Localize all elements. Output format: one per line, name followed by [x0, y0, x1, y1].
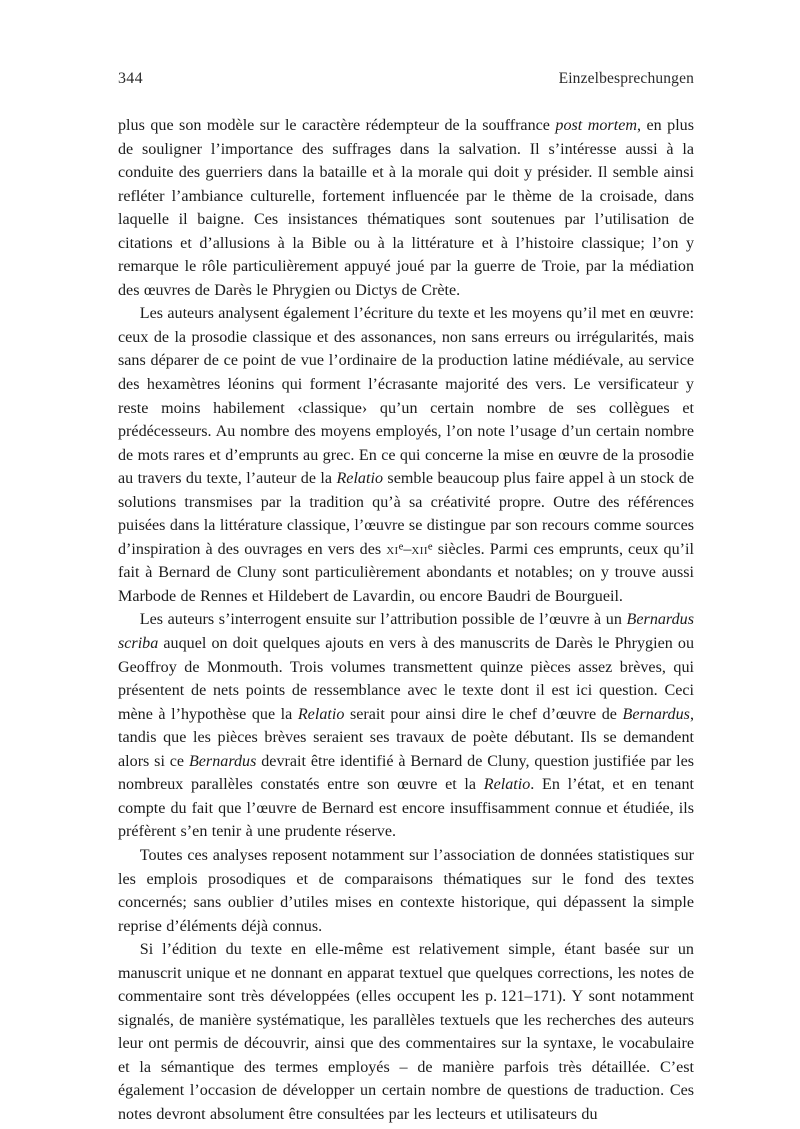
paragraph-4: Toutes ces analyses reposent notamment sur l’association de données statistiques sur les emplois prosodiques et de comparaisons thématiques sur le fond des textes concernés; sans oublier d’utiles mises en contexte historique, qui dépassent la simple reprise d’éléments déjà connus.	[118, 846, 694, 935]
paragraph-3: Les auteurs s’interrogent ensuite sur l’attribution possible de l’œuvre à un Bernardus scriba auquel on doit quelques ajouts en vers à des manuscrits de Darès le Phrygien ou Geoffroy de Monmouth. Trois volumes transmettent quinze pièces assez brèves, qui présentent de nets points de ressemblance avec le texte dont il est ici question. Ceci mène à l’hypothèse que la Relatio serait pour ainsi dire le chef d’œuvre de Bernardus, tandis que les pièces brèves seraient ses travaux de poète débutant. Ils se demandent alors si ce Bernardus devrait être identifié à Bernard de Cluny, question justifiée par les nombreux parallèles constatés entre son œuvre et la Relatio. En l’état, et en tenant compte du fait que l’œuvre de Bernard est encore insuffisamment connue et étudiée, ils préfèrent s’en tenir à une prudente réserve.	[118, 611, 694, 841]
italic-post-mortem: post mortem	[555, 117, 637, 134]
paragraph-5: Si l’édition du texte en elle-même est relativement simple, étant basée sur un manuscrit unique et ne donnant en apparat textuel que quelques corrections, les notes de commentaire sont très développées (elles occupent les p. 121–171). Y sont notamment signalés, de manière systématique, les parallèles textuels que les recherches des auteurs leur ont permis de découvrir, ainsi que des commentaires sur la syntaxe, le vocabulaire et la sémantique des termes employés – de manière parfois très détaillée. C’est également l’occasion de développer un certain nombre de questions de traduction. Ces notes devront absolument être consultées par les lecteurs et utilisateurs du	[118, 941, 694, 1123]
running-title: Einzelbesprechungen	[558, 70, 694, 87]
ordinal-suffix: e	[398, 541, 404, 553]
paragraph-1: plus que son modèle sur le caractère rédempteur de la souffrance post mortem, en plus de souligner l’importance des suffrages dans la salvation. Il s’intéresse aussi à la conduite des guerriers dans la bataille et à la morale qui doit y présider. Il semble ainsi refléter l’ambiance culturelle, fortement influencée par le thème de la croisade, dans laquelle il baigne. Ces insistances thématiques sont soutenues par l’utilisation de citations et d’allusions à la Bible ou à la littérature et à l’histoire classique; l’on y remarque le rôle particulièrement appuyé joué par la guerre de Troie, par la médiation des œuvres de Darès le Phrygien ou Dictys de Crète.	[118, 117, 695, 299]
running-header	[118, 70, 694, 92]
italic-relatio: Relatio	[483, 776, 531, 794]
century-smallcaps: xii	[411, 540, 428, 558]
page-number: 344	[118, 70, 143, 87]
italic-relatio: Relatio	[297, 705, 345, 723]
ordinal-suffix: e	[427, 541, 433, 553]
century-smallcaps: xi	[386, 540, 399, 558]
italic-bernardus: Bernardus	[622, 705, 690, 723]
italic-bernardus-scriba: Bernardus scriba	[118, 611, 694, 653]
italic-bernardus: Bernardus	[188, 752, 257, 770]
paragraph-2: Les auteurs analysent également l’écriture du texte et les moyens qu’il met en œuvre: ceux de la prosodie classique et des assonances, non sans erreurs ou irrégularités, mais sans déparer de ce point de vue l’ordinaire de la production latine médiévale, au service des hexamètres léonins qui forment l’écrasante majorité des vers. Le versificateur y reste moins habilement ‹classique› qu’un certain nombre de ses collègues et prédécesseurs. Au nombre des moyens employés, l’on note l’usage d’un certain nombre de mots rares et d’emprunts au grec. En ce qui concerne la mise en œuvre de la prosodie au travers du texte, l’auteur de la Relatio semble beaucoup plus faire appel à un stock de solutions transmises par la tradition qu’à sa créativité propre. Outre des références puisées dans la littérature classique, l’œuvre se distingue par son recours comme sources d’inspiration à des ouvrages en vers des $xi^e-xii^e$ siècles. Parmi ces emprunts, ceux qu’il fait à Bernard de Cluny sont particulièrement abondants et notables; on y trouve aussi Marbode de Rennes et Hildebert de Lavardin, ou encore Baudri de Bourgueil.	[118, 305, 694, 605]
italic-relatio: Relatio	[336, 470, 384, 488]
body-text-block	[118, 114, 694, 1127]
